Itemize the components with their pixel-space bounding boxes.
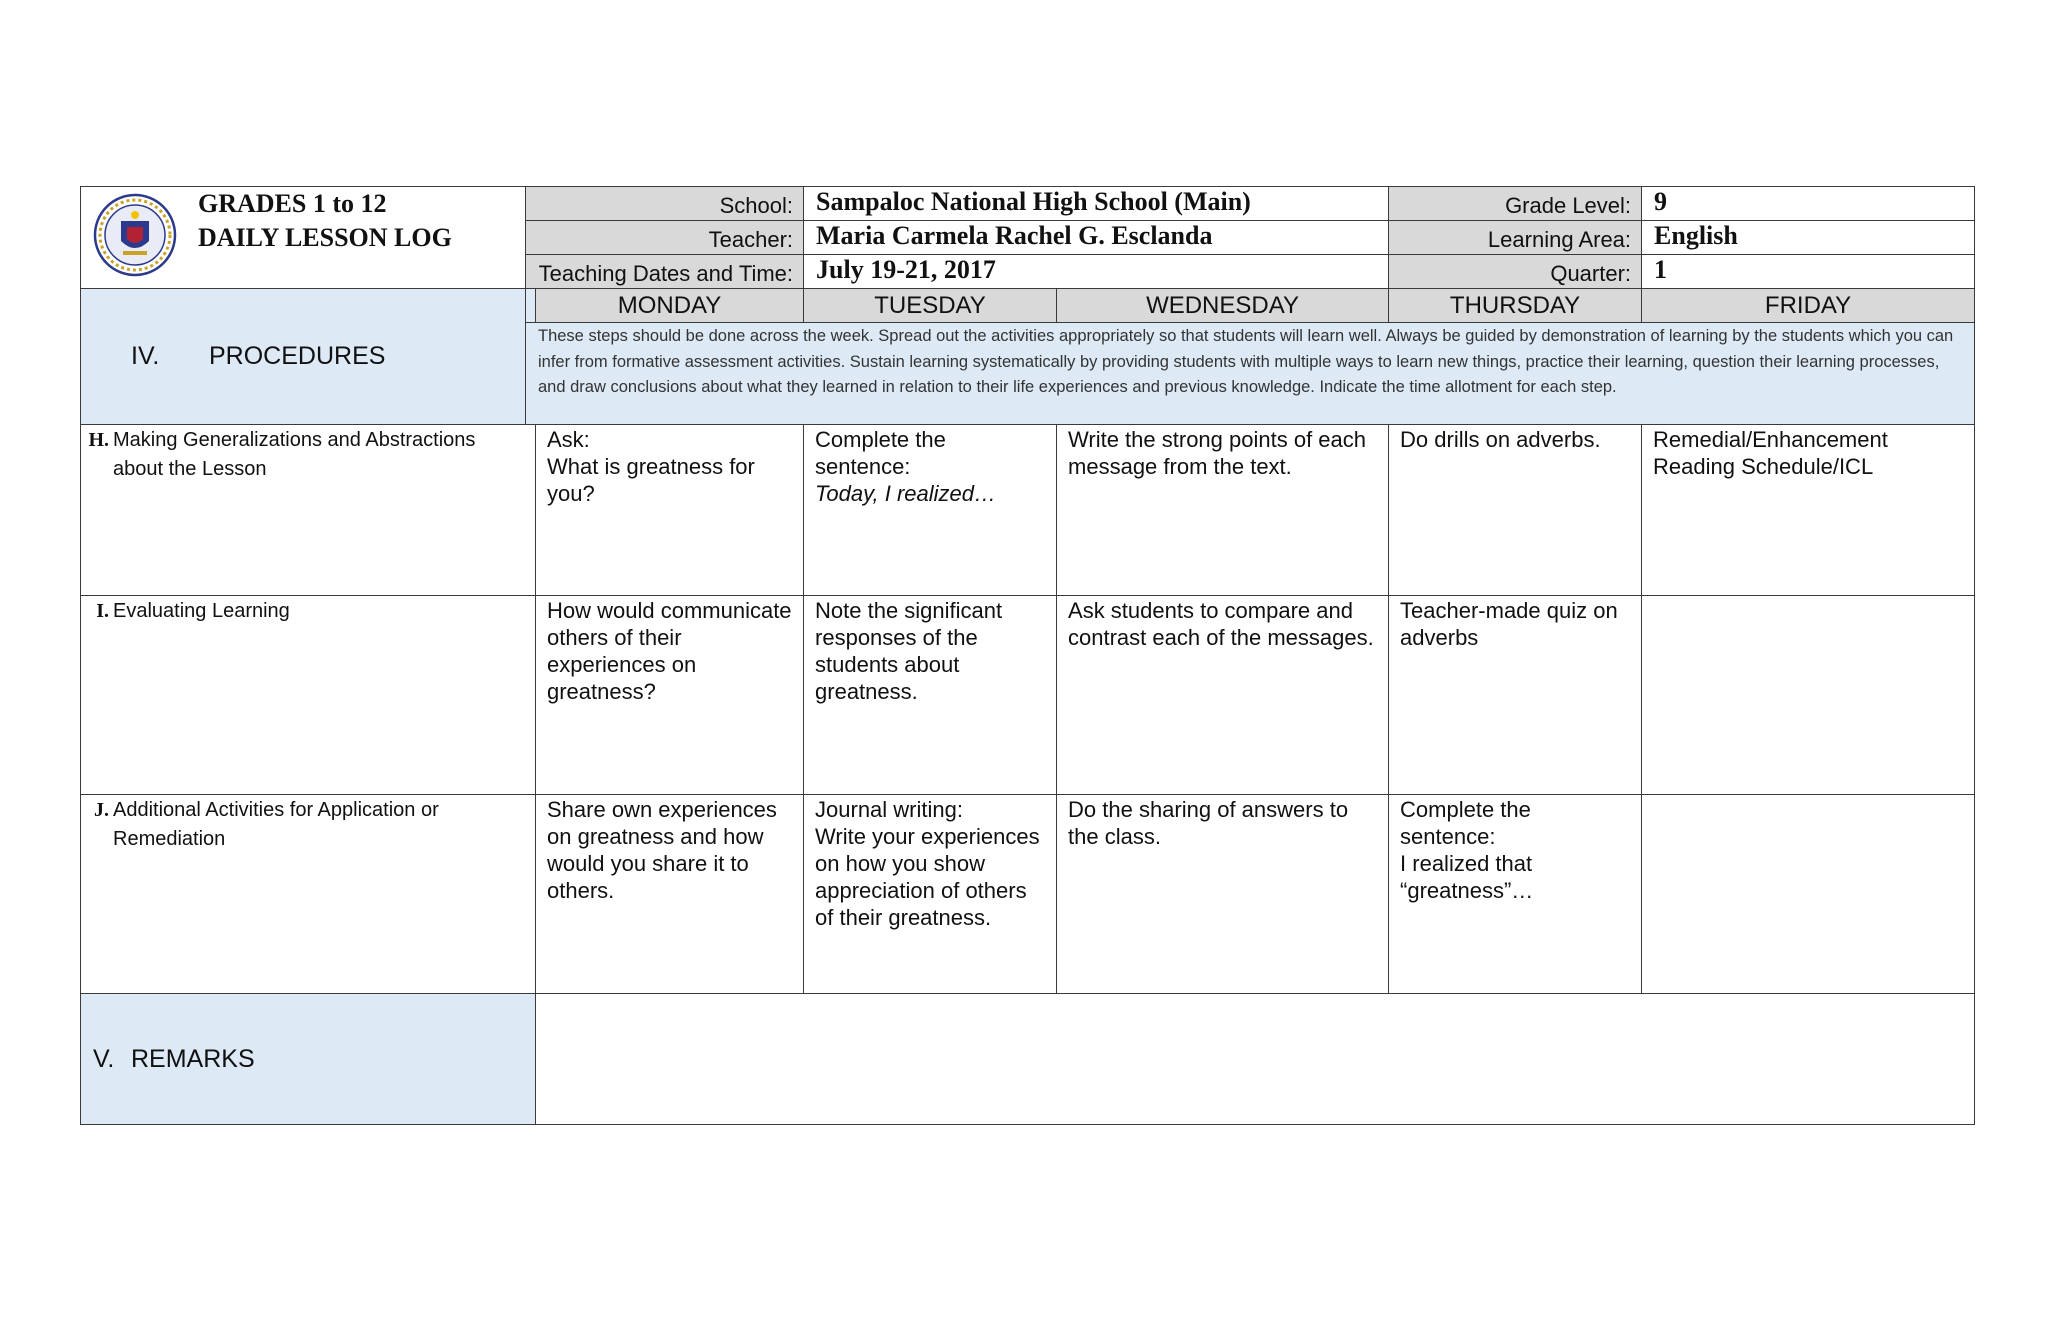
cell-h-monday-line1: Ask: — [547, 427, 590, 452]
day-tuesday: TUESDAY — [804, 289, 1057, 323]
lesson-log-table — [80, 186, 1975, 1125]
learning-area-value: English — [1642, 221, 1975, 255]
day-friday: FRIDAY — [1642, 289, 1975, 323]
deped-seal-logo-icon — [93, 193, 177, 277]
cell-h-wednesday: Write the strong points of each message from the text. — [1057, 425, 1389, 596]
cell-j-tuesday-line2: Write your experiences on how you show appreciation of others of their greatness. — [815, 824, 1040, 930]
cell-i-wednesday: Ask students to compare and contrast each of the messages. — [1057, 596, 1389, 795]
remarks-heading — [81, 994, 536, 1125]
row-label-j — [81, 795, 536, 994]
teaching-dates-value: July 19-21, 2017 — [804, 255, 1389, 289]
cell-j-wednesday: Do the sharing of answers to the class. — [1057, 795, 1389, 994]
cell-h-tuesday-line1: Complete the sentence: — [815, 427, 946, 479]
row-letter-i: I. — [96, 600, 109, 622]
cell-i-thursday: Teacher-made quiz on adverbs — [1389, 596, 1642, 795]
cell-j-friday — [1642, 795, 1975, 994]
day-monday: MONDAY — [536, 289, 804, 323]
log-title-line2: DAILY LESSON LOG — [198, 223, 452, 252]
procedures-spacer — [526, 289, 536, 323]
row-text-j: Additional Activities for Application or Remediation — [113, 799, 439, 850]
row-label-h — [81, 425, 536, 596]
procedures-roman: IV. — [131, 342, 160, 370]
row-letter-j: J. — [94, 799, 109, 821]
day-wednesday: WEDNESDAY — [1057, 289, 1389, 323]
procedures-label: PROCEDURES — [209, 342, 386, 370]
cell-j-thursday-line2: I realized that “greatness”… — [1400, 851, 1534, 903]
learning-area-label: Learning Area: — [1389, 221, 1642, 255]
daily-lesson-log — [80, 186, 1974, 1125]
row-text-h: Making Generalizations and Abstractions about the Lesson — [113, 429, 476, 480]
header-title-block — [81, 187, 526, 289]
cell-h-tuesday-italic: Today, I realized… — [815, 481, 996, 506]
teacher-value: Maria Carmela Rachel G. Esclanda — [804, 221, 1389, 255]
procedures-heading — [81, 289, 526, 425]
log-title — [198, 187, 452, 255]
grade-level-label: Grade Level: — [1389, 187, 1642, 221]
cell-h-friday: Remedial/Enhancement Reading Schedule/ICL — [1642, 425, 1975, 596]
cell-i-friday — [1642, 596, 1975, 795]
quarter-value: 1 — [1642, 255, 1975, 289]
cell-h-monday-line2: What is greatness for you? — [547, 454, 755, 506]
teacher-label: Teacher: — [526, 221, 804, 255]
remarks-content — [536, 994, 1975, 1125]
day-thursday: THURSDAY — [1389, 289, 1642, 323]
remarks-roman: V. — [93, 1044, 115, 1073]
cell-j-tuesday — [804, 795, 1057, 994]
cell-h-thursday: Do drills on adverbs. — [1389, 425, 1642, 596]
school-label: School: — [526, 187, 804, 221]
grade-level-value: 9 — [1642, 187, 1975, 221]
row-letter-h: H. — [88, 429, 109, 451]
row-text-i: Evaluating Learning — [113, 600, 290, 622]
log-title-line1: GRADES 1 to 12 — [198, 189, 387, 218]
cell-j-thursday-line1: Complete the sentence: — [1400, 797, 1531, 849]
remarks-label: REMARKS — [131, 1044, 255, 1073]
teaching-dates-label: Teaching Dates and Time: — [526, 255, 804, 289]
cell-j-tuesday-line1: Journal writing: — [815, 797, 963, 822]
cell-h-tuesday — [804, 425, 1057, 596]
cell-i-monday: How would communicate others of their experiences on greatness? — [536, 596, 804, 795]
cell-i-tuesday: Note the significant responses of the students about greatness. — [804, 596, 1057, 795]
cell-j-monday: Share own experiences on greatness and how would you share it to others. — [536, 795, 804, 994]
school-value: Sampaloc National High School (Main) — [804, 187, 1389, 221]
procedures-instructions: These steps should be done across the week. Spread out the activities appropriately so that students will learn well. Always be guided by demonstration of learning by the students which you can infer from formative assessment activities. Sustain learning systematically by providing students with multiple ways to learn new things, practice their learning, question their learning processes, and draw conclusions about what they learned in relation to their life experiences and previous knowledge. Indicate the time allotment for each step. — [526, 323, 1975, 425]
cell-h-monday — [536, 425, 804, 596]
row-label-i — [81, 596, 536, 795]
quarter-label: Quarter: — [1389, 255, 1642, 289]
cell-j-thursday — [1389, 795, 1642, 994]
